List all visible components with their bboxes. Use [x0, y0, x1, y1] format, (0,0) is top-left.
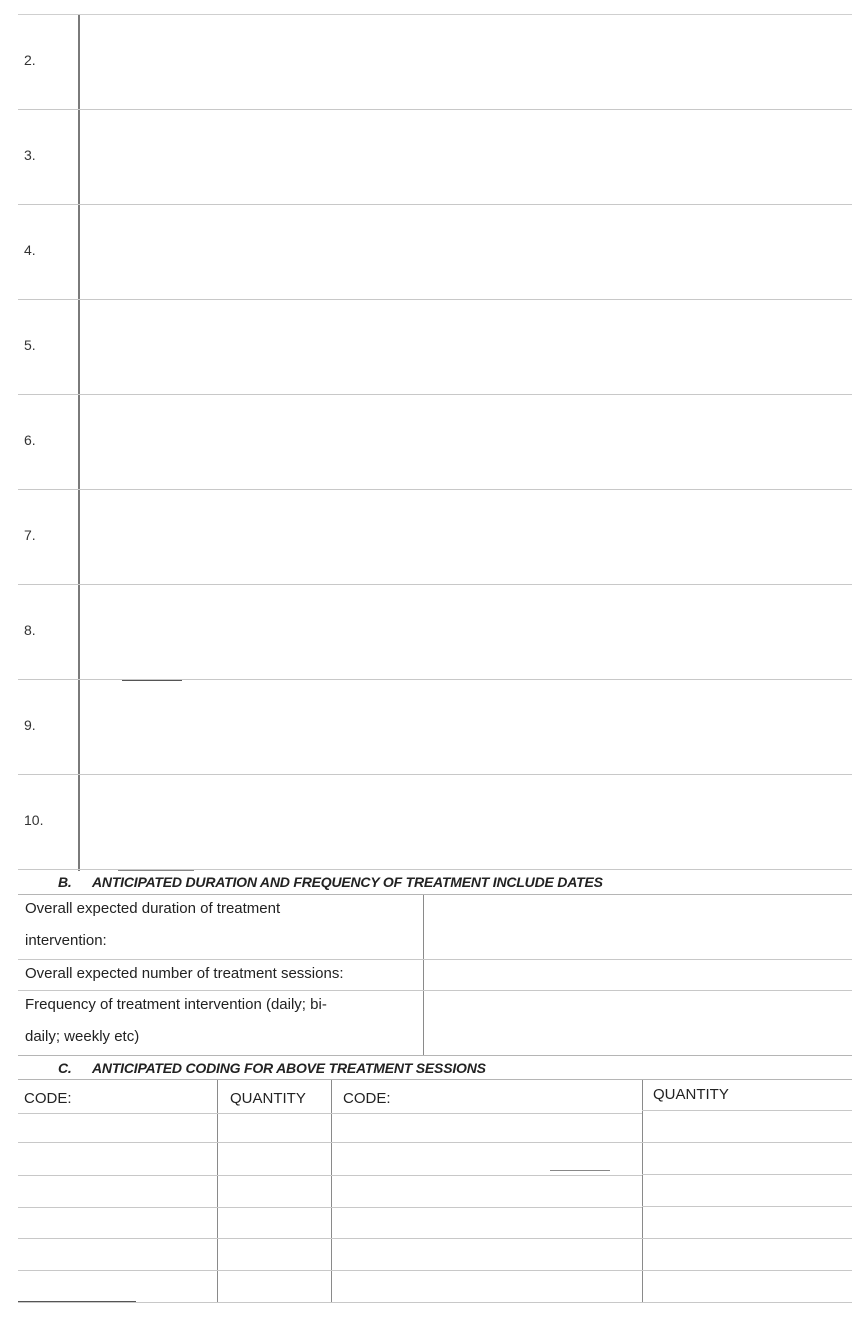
code-header: CODE:: [24, 1090, 72, 1107]
duration-field[interactable]: [425, 895, 852, 959]
section-letter: B.: [58, 874, 72, 890]
quantity-cell[interactable]: [643, 1111, 852, 1142]
table-row: [18, 15, 852, 110]
row-divider: [642, 1302, 852, 1303]
row-number: 2.: [24, 52, 36, 68]
row-field[interactable]: [80, 775, 852, 869]
section-heading: ANTICIPATED DURATION AND FREQUENCY OF TREATMENT INCLUDE DATES: [92, 874, 603, 890]
row-field[interactable]: [80, 110, 852, 204]
label-line: daily; weekly etc): [25, 1028, 140, 1045]
row-field[interactable]: [80, 15, 852, 109]
row-divider: [642, 1206, 852, 1207]
quantity-header: QUANTITY: [653, 1086, 729, 1103]
table-row: [18, 300, 852, 395]
row-divider: [18, 1302, 642, 1303]
table-row: [18, 775, 852, 870]
table-row: [18, 205, 852, 300]
table-row: [18, 395, 852, 490]
code-header: CODE:: [343, 1090, 391, 1107]
table-row: [18, 110, 852, 205]
row-divider: [18, 1270, 642, 1271]
row-divider: [18, 1238, 642, 1239]
row-number: 7.: [24, 527, 36, 543]
field-label: [25, 893, 421, 957]
row-divider: [18, 1207, 642, 1208]
row-divider: [18, 1142, 642, 1143]
section-heading: ANTICIPATED CODING FOR ABOVE TREATMENT SESSIONS: [92, 1060, 486, 1076]
label-line: Overall expected number of treatment sessions:: [25, 965, 344, 982]
label-line: intervention:: [25, 932, 107, 949]
scan-mark: [122, 680, 182, 681]
row-divider: [642, 1238, 852, 1239]
row-number: 4.: [24, 242, 36, 258]
row-number: 9.: [24, 717, 36, 733]
row-field[interactable]: [80, 395, 852, 489]
row-field[interactable]: [80, 205, 852, 299]
table-row: [18, 680, 852, 775]
coding-table: [18, 1079, 852, 1303]
numbered-rows: [18, 14, 852, 871]
row-divider: [642, 1174, 852, 1175]
row-number: 10.: [24, 812, 44, 828]
quantity-cell[interactable]: [218, 1114, 331, 1142]
section-c-title: [58, 1060, 486, 1076]
row-divider: [642, 1142, 852, 1143]
label-line: Overall expected duration of treatment: [25, 900, 281, 917]
row-field[interactable]: [80, 490, 852, 584]
row-field[interactable]: [80, 585, 852, 679]
section-b-title: [58, 874, 603, 890]
row-number: 6.: [24, 432, 36, 448]
row-divider: [18, 1175, 642, 1176]
table-row: [18, 585, 852, 680]
frequency-field[interactable]: [425, 991, 852, 1055]
section-letter: C.: [58, 1060, 72, 1076]
sessions-field[interactable]: [425, 960, 852, 990]
code-cell[interactable]: [332, 1114, 642, 1142]
field-label: [25, 989, 421, 1053]
row-field[interactable]: [80, 680, 852, 774]
label-line: Frequency of treatment intervention (daily; bi-: [25, 996, 327, 1013]
column-divider: [423, 895, 424, 1055]
row-number: 3.: [24, 147, 36, 163]
quantity-header: QUANTITY: [230, 1090, 306, 1107]
code-cell[interactable]: [18, 1114, 217, 1142]
row-number: 5.: [24, 337, 36, 353]
field-label: [25, 958, 421, 990]
table-row: [18, 490, 852, 585]
row-number: 8.: [24, 622, 36, 638]
row-field[interactable]: [80, 300, 852, 394]
row-divider: [642, 1270, 852, 1271]
scan-mark: [118, 870, 194, 871]
duration-frequency-table: [18, 894, 852, 1056]
